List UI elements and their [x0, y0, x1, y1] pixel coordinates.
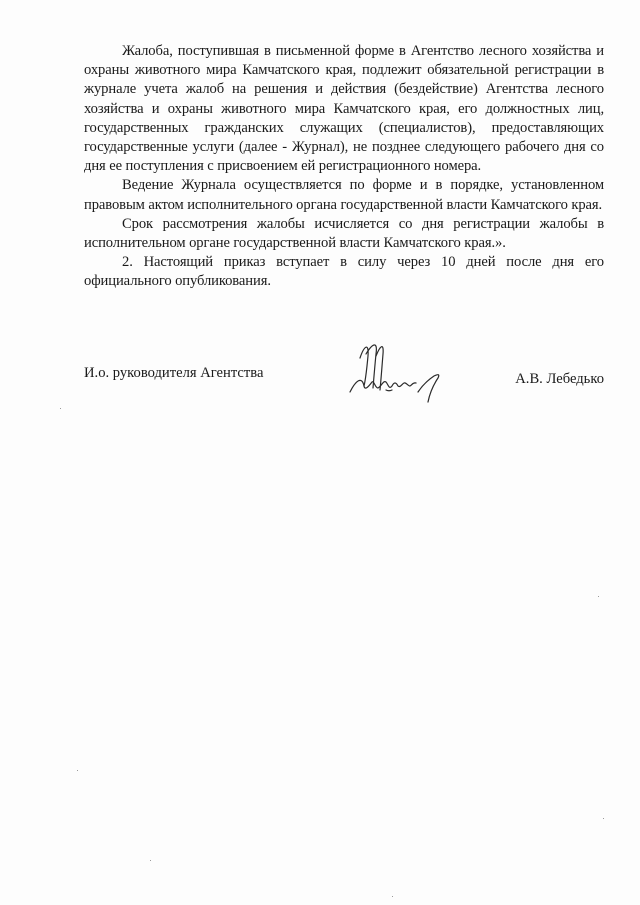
paragraph-effective-date: 2. Настоящий приказ вступает в силу через 10 дней после дня его официального опубликования. — [84, 254, 604, 290]
paragraph-review-period: Срок рассмотрения жалобы исчисляется со дня регистрации жалобы в исполнительном органе государственной власти Камчатского края.». — [84, 215, 604, 252]
handwritten-signature — [342, 336, 452, 416]
scan-speck — [77, 770, 78, 771]
scan-speck — [150, 860, 151, 861]
paragraph-complaint-registration: Жалоба, поступившая в письменной форме в Агентство лесного хозяйства и охраны животного мира Камчатского края, подлежит обязательной регистрации в журнале учета жалоб на решения и действия (бездействие) Агентства лесного хозяйства и охраны животного мира Камчатского края, его должностных лиц, государственных гражданских служащих (специалистов), предоставляющих государственные услуги (далее - Журнал), не позднее следующего рабочего дня со дня ее поступления с присвоением ей регистрационного номера. — [84, 43, 604, 175]
scan-speck — [603, 818, 604, 819]
signatory-position: И.о. руководителя Агентства — [84, 365, 264, 381]
signature-block — [84, 364, 604, 424]
scan-speck — [392, 896, 393, 897]
signatory-name: А.В. Лебедько — [515, 371, 604, 387]
scan-speck — [598, 596, 599, 597]
scan-speck — [60, 408, 61, 409]
paragraph-journal-procedure: Ведение Журнала осуществляется по форме и в порядке, установленном правовым актом исполнительного органа государственной власти Камчатского края. — [84, 177, 604, 213]
document-body — [84, 42, 604, 292]
